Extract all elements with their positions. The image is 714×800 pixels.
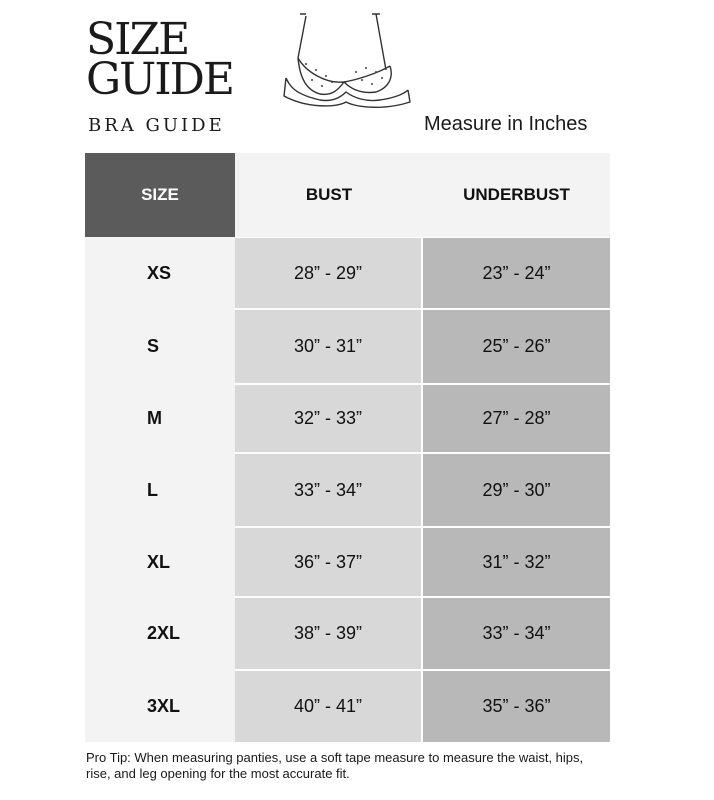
underbust-cell: 31” - 32”	[423, 528, 610, 596]
bust-cell: 38” - 39”	[235, 598, 421, 669]
table-row	[85, 598, 610, 669]
underbust-cell: 35” - 36”	[423, 671, 610, 742]
unit-note: Measure in Inches	[424, 113, 588, 135]
underbust-cell: 33” - 34”	[423, 598, 610, 669]
column-header-size: SIZE	[85, 153, 235, 237]
bust-cell: 30” - 31”	[235, 310, 421, 383]
table-row	[85, 528, 610, 596]
bust-cell: 40” - 41”	[235, 671, 421, 742]
size-cell: M	[147, 408, 162, 428]
table-row	[85, 238, 610, 308]
underbust-cell: 27” - 28”	[423, 385, 610, 452]
underbust-cell: 25” - 26”	[423, 310, 610, 383]
column-header-underbust: UNDERBUST	[423, 153, 610, 237]
page-title	[86, 14, 234, 105]
table-row	[85, 454, 610, 526]
size-cell: XL	[147, 551, 171, 572]
size-table	[85, 153, 610, 742]
title-line-1: SIZE	[86, 14, 189, 65]
title-line-2: GUIDE	[86, 54, 234, 105]
size-cell: 3XL	[147, 696, 181, 716]
underbust-cell: 23” - 24”	[423, 238, 610, 308]
page-subtitle: BRA GUIDE	[88, 115, 225, 136]
bust-cell: 28” - 29”	[235, 238, 421, 308]
size-cell: 2XL	[147, 623, 181, 643]
column-header-bust: BUST	[235, 153, 423, 237]
table-row	[85, 385, 610, 452]
table-row	[85, 310, 610, 383]
underbust-cell: 29” - 30”	[423, 454, 610, 526]
size-cell: S	[147, 336, 160, 356]
bust-cell: 33” - 34”	[235, 454, 421, 526]
bust-cell: 36” - 37”	[235, 528, 421, 596]
table-row	[85, 671, 610, 742]
pro-tip: Pro Tip: When measuring panties, use a soft tape measure to measure the waist, hips, rise, and leg opening for the most accurate fit.	[86, 750, 584, 781]
bra-icon	[276, 10, 416, 112]
size-cell: L	[147, 479, 158, 500]
size-cell: XS	[147, 262, 172, 283]
bust-cell: 32” - 33”	[235, 385, 421, 452]
